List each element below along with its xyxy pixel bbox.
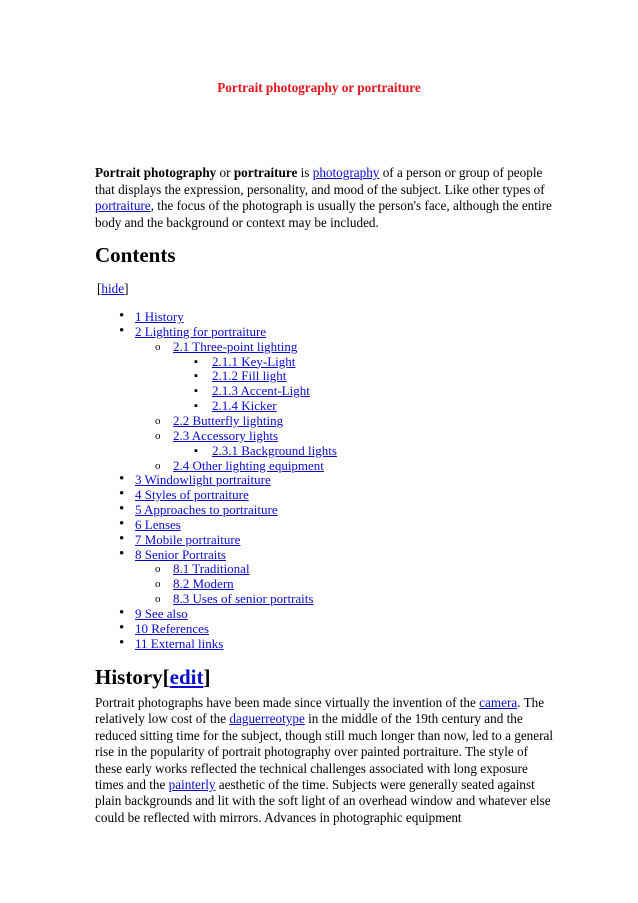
circle-bullet-icon: o xyxy=(155,563,161,576)
toc-link[interactable]: 2 Lighting for portraiture xyxy=(135,323,267,339)
disc-bullet-icon: • xyxy=(119,471,125,488)
toc-link[interactable]: 4 Styles of portraiture xyxy=(135,487,249,503)
history-text: in the middle of the 19th century and the reduced sitting time for the subject, though still much longer than now, led to a general rise in the popularity of portrait photography over painted portraiture. The style of these early works reflected the technical challenges associated with long exposure times and the xyxy=(95,711,554,793)
toc-link[interactable]: 5 Approaches to portraiture xyxy=(135,502,278,518)
toc-link[interactable]: 2.1.2 Fill light xyxy=(212,368,287,384)
disc-bullet-icon: • xyxy=(119,605,125,621)
history-text: Portrait photographs have been made since virtually the invention of the xyxy=(95,695,480,710)
bracket-close: ] xyxy=(203,665,211,689)
bracket-open: [ xyxy=(162,665,170,689)
history-heading xyxy=(95,664,210,690)
toc-link[interactable]: 3 Windowlight portraiture xyxy=(135,472,271,488)
bracket-close: ] xyxy=(124,281,129,296)
toc-link[interactable]: 10 References xyxy=(135,620,209,636)
toc-link[interactable]: 2.1.3 Accent-Light xyxy=(212,383,310,399)
square-bullet-icon: ▪ xyxy=(194,385,198,398)
toc-link[interactable]: 2.1.1 Key-Light xyxy=(212,353,296,369)
toc-link[interactable]: 8.3 Uses of senior portraits xyxy=(173,591,314,607)
disc-bullet-icon: • xyxy=(119,515,125,532)
toc-link[interactable]: 11 External links xyxy=(135,635,224,651)
toc-link[interactable]: 1 History xyxy=(135,309,184,324)
disc-bullet-icon: • xyxy=(119,619,125,636)
toc-link[interactable]: 9 See also xyxy=(135,606,188,621)
square-bullet-icon: ▪ xyxy=(194,444,198,457)
disc-bullet-icon: • xyxy=(119,545,125,562)
disc-bullet-icon: • xyxy=(119,634,125,651)
intro-paragraph xyxy=(95,165,555,231)
daguerreotype-link[interactable]: daguerreotype xyxy=(229,711,305,727)
intro-text: of a person or group of people that displays the expression, personality, and mood of the subject. Like other types of xyxy=(95,165,545,197)
toc-link[interactable]: 2.1.4 Kicker xyxy=(212,398,277,414)
history-text: aesthetic of the time. Subjects were generally seated against plain backgrounds and lit with the soft light of an overhead window and whatever else could be reflected with mirrors. Advances in photographic equipment xyxy=(95,777,551,825)
document-title: Portrait photography or portraiture xyxy=(217,80,421,95)
intro-bold-term: Portrait photography xyxy=(95,165,217,180)
intro-text: , the focus of the photograph is usually the person's face, although the entire body and the background or context may be included. xyxy=(95,198,552,230)
history-paragraph xyxy=(95,695,555,826)
toc-link[interactable]: 6 Lenses xyxy=(135,516,181,532)
toc-toggle xyxy=(97,281,129,297)
painterly-link[interactable]: painterly xyxy=(168,777,216,793)
camera-link[interactable]: camera xyxy=(479,695,518,710)
circle-bullet-icon: o xyxy=(155,459,161,472)
edit-history-link[interactable]: edit xyxy=(169,665,204,689)
disc-bullet-icon: • xyxy=(119,322,125,339)
toc-link[interactable]: 8 Senior Portraits xyxy=(135,546,226,562)
history-text: . The relatively low cost of the xyxy=(95,695,545,727)
bracket-open: [ xyxy=(97,281,102,296)
toc-link[interactable]: 2.2 Butterfly lighting xyxy=(173,412,284,428)
circle-bullet-icon: o xyxy=(155,578,161,591)
intro-text: is xyxy=(297,165,313,180)
disc-bullet-icon: • xyxy=(119,530,125,547)
toc-link[interactable]: 8.2 Modern xyxy=(173,576,234,592)
portraiture-link[interactable]: portraiture xyxy=(95,198,151,213)
toc-link[interactable]: 7 Mobile portraiture xyxy=(135,531,241,547)
hide-toc-link[interactable]: hide xyxy=(101,281,125,296)
toc-link[interactable]: 2.3.1 Background lights xyxy=(212,442,337,458)
square-bullet-icon: ▪ xyxy=(194,400,198,413)
intro-text: or xyxy=(216,165,234,180)
disc-bullet-icon: • xyxy=(119,308,125,324)
circle-bullet-icon: o xyxy=(155,429,161,442)
toc-link[interactable]: 8.1 Traditional xyxy=(173,561,250,577)
photography-link[interactable]: photography xyxy=(312,165,380,180)
square-bullet-icon: ▪ xyxy=(194,370,198,383)
intro-bold-term: portraiture xyxy=(233,165,298,180)
circle-bullet-icon: o xyxy=(155,593,161,606)
toc-link[interactable]: 2.1 Three-point lighting xyxy=(173,338,298,354)
circle-bullet-icon: o xyxy=(155,414,161,427)
toc-link[interactable]: 2.3 Accessory lights xyxy=(173,427,279,443)
disc-bullet-icon: • xyxy=(119,501,125,518)
square-bullet-icon: ▪ xyxy=(194,355,198,368)
circle-bullet-icon: o xyxy=(155,340,161,353)
toc-link[interactable]: 2.4 Other lighting equipment xyxy=(173,457,324,473)
disc-bullet-icon: • xyxy=(119,486,125,503)
history-heading-text: History xyxy=(95,665,163,689)
contents-heading: Contents xyxy=(95,243,176,267)
